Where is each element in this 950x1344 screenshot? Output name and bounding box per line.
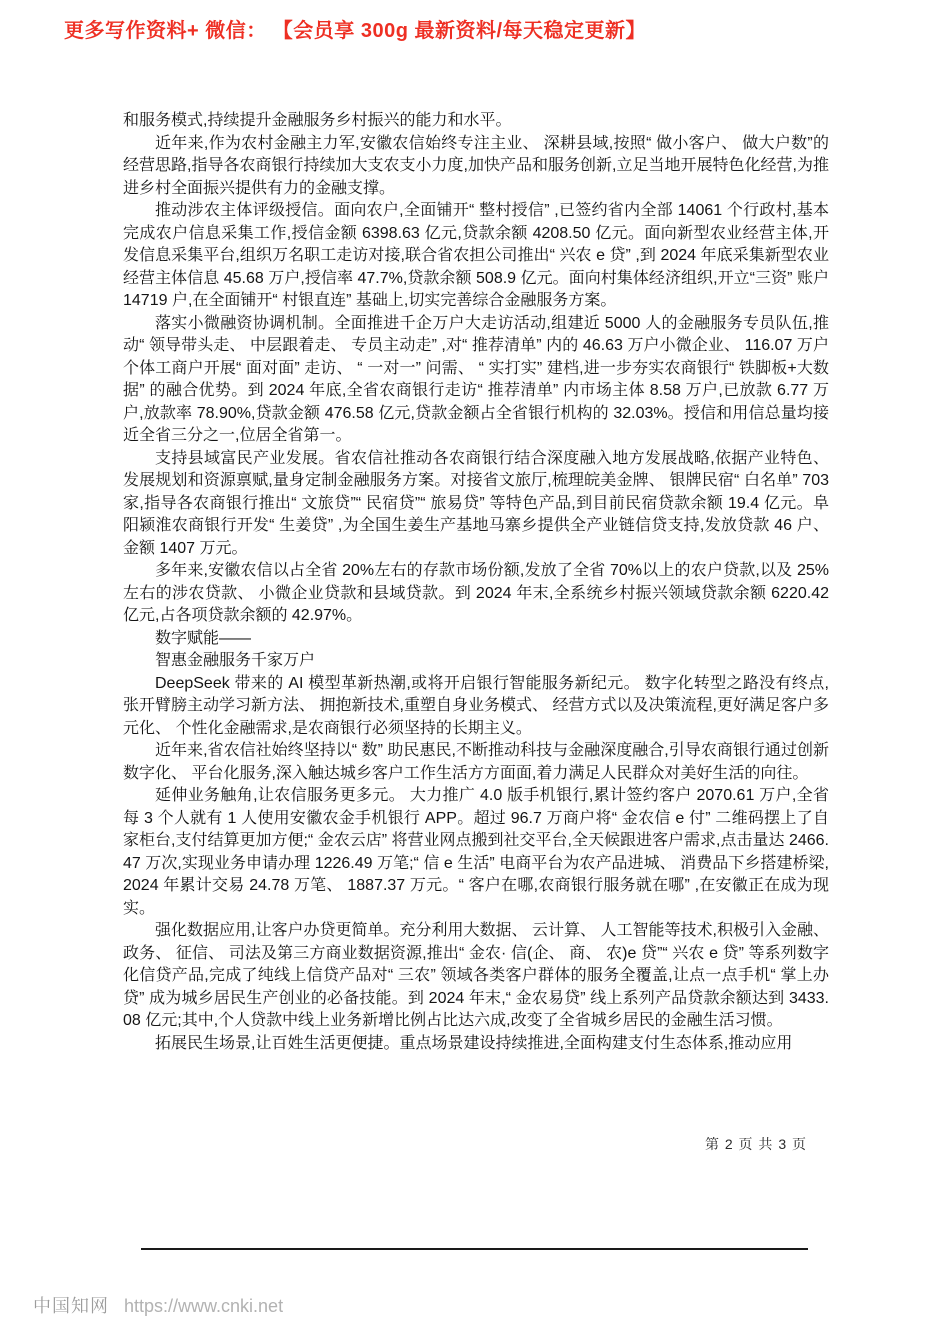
page-number: 第 2 页 共 3 页	[704, 1136, 807, 1152]
cnki-footer	[33, 1292, 283, 1318]
paragraph: 多年来,安徽农信以占全省 20%左右的存款市场份额,发放了全省 70%以上的农户贷款,以及 25%左右的涉农贷款、 小微企业贷款和县域贷款。到 2024 年末,全系统乡村振兴领域贷款余额 6220.42 亿元,占各项贷款余额的 42.97%。	[123, 562, 829, 624]
paragraph: 强化数据应用,让客户办贷更简单。充分利用大数据、 云计算、 人工智能等技术,积极引入金融、 政务、 征信、 司法及第三方商业数据资源,推出“ 金农· 信(企、 商、 农)e 贷”“ 兴农 e 贷” 等系列数字化信贷产品,完成了纯线上信贷产品对“ 三农” 领域各类客户群体的服务全覆盖,让点一点手机“ 掌上办贷” 成为城乡居民生产创业的必备技能。到 2024 年末,“ 金农易贷” 线上系列产品贷款余额达到 3433.08 亿元;其中,个人贷款中线上业务新增比例占比达六成,改变了全省城乡居民的金融生活习惯。	[123, 922, 829, 1029]
paragraph: 近年来,作为农村金融主力军,安徽农信始终专注主业、 深耕县域,按照“ 做小客户、 做大户数”的经营思路,指导各农商银行持续加大支农支小力度,加快产品和服务创新,立足当地开展特色化经营,为推进乡村全面振兴提供有力的金融支撑。	[123, 134, 829, 197]
paragraph-last-truncated: 拓展民生场景,让百姓生活更便捷。重点场景建设持续推进,全面构建支付生态体系,推动应用	[155, 1034, 793, 1052]
paragraph-continuation: 和服务模式,持续提升金融服务乡村振兴的能力和水平。	[123, 112, 512, 129]
cnki-url-text: https://www.cnki.net	[124, 1296, 284, 1316]
promo-header-text: 更多写作资料+ 微信： 【会员享 300g 最新资料/每天稳定更新】	[64, 20, 647, 42]
paragraph: 推动涉农主体评级授信。面向农户,全面铺开“ 整村授信” ,已签约省内全部 14061 个行政村,基本完成农户信息采集工作,授信金额 6398.63 亿元,贷款余额 4208.50 亿元。面向新型农业经营主体,开发信息采集平台,组织万名职工走访对接,联合省农担公司推出“ 兴农 e 贷” ,到 2024 年底采集新型农业经营主体信息 45.68 万户,授信率 47.7%,贷款余额 508.9 亿元。面向村集体经济组织,开立“三资” 账户 14719 户,在全面铺开“ 村银直连” 基础上,切实完善综合金融服务方案。	[123, 202, 829, 309]
cnki-logo-text: 中国知网	[33, 1296, 109, 1316]
paragraph: 支持县域富民产业发展。省农信社推动各农商银行结合深度融入地方发展战略,依据产业特色、 发展规划和资源禀赋,量身定制金融服务方案。对接省文旅厅,梳理皖美金牌、 银牌民宿“ 白名单” 703 家,指导各农商银行推出“ 文旅贷”“ 民宿贷”“ 旅易贷” 等特色产品,到目前民宿贷款余额 19.4 亿元。阜阳颍淮农商银行开发“ 生姜贷” ,为全国生姜生产基地马寨乡提供全产业链信贷支持,发放贷款 46 户、 金额 1407 万元。	[123, 449, 829, 557]
paragraph: 落实小微融资协调机制。全面推进千企万户大走访活动,组建近 5000 人的金融服务专员队伍,推动“ 领导带头走、 中层跟着走、 专员主动走” ,对“ 推荐清单” 内的 46.63 万户小微企业、 116.07 万户个体工商户开展“ 面对面” 走访、 “ 一对一” 问需、 “ 实打实” 建档,进一步夯实农商银行“ 铁脚板+大数据” 的融合优势。到 2024 年底,全省农商银行走访“ 推荐清单” 内市场主体 8.58 万户,已放款 6.77 万户,放款率 78.90%,贷款金额 476.58 亿元,贷款金额占全省银行机构的 32.03%。授信和用信总量均接近全省三分之一,位居全省第一。	[123, 314, 829, 444]
section-heading-line2: 智惠金融服务千家万户	[155, 652, 316, 669]
document-body	[123, 110, 829, 1055]
section-heading-line1: 数字赋能——	[155, 629, 252, 647]
footer-divider	[141, 1248, 808, 1250]
paragraph: 延伸业务触角,让农信服务更多元。 大力推广 4.0 版手机银行,累计签约客户 2070.61 万户,全省每 3 个人就有 1 人使用安徽农金手机银行 APP。超过 96.7 万商户将“ 金农信 e 付” 二维码摆上了自家柜台,支付结算更加方便;“ 金农云店” 将营业网点搬到社交平台,全天候跟进客户需求,点击量达 2466.47 万次,实现业务申请办理 1226.49 万笔;“ 信 e 生活” 电商平台为农产品进城、 消费品下乡搭建桥梁,2024 年累计交易 24.78 万笔、 1887.37 万元。“ 客户在哪,农商银行服务就在哪” ,在安徽正在成为现实。	[123, 787, 829, 917]
paragraph: DeepSeek 带来的 AI 模型革新热潮,或将开启银行智能服务新纪元。 数字化转型之路没有终点,张开臂膀主动学习新方法、 拥抱新技术,重塑自身业务模式、 经营方式以及决策流程,更好满足客户多元化、 个性化金融需求,是农商银行必须坚持的长期主义。	[123, 674, 829, 737]
paragraph: 近年来,省农信社始终坚持以“ 数” 助民惠民,不断推动科技与金融深度融合,引导农商银行通过创新数字化、 平台化服务,深入触达城乡客户工作生活方方面面,着力满足人民群众对美好生活的向往。	[123, 742, 829, 782]
